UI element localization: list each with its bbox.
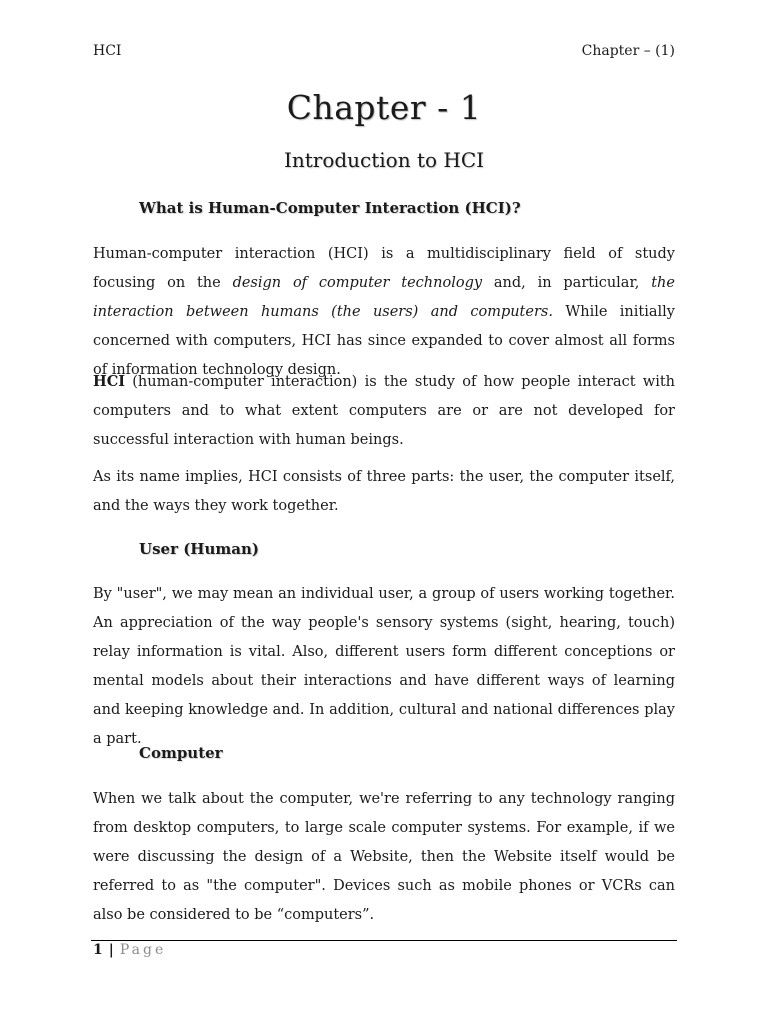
- paragraph-hci-definition: [93, 240, 675, 385]
- bold-term: HCI: [93, 373, 126, 390]
- emphasis-text: design of computer technology: [232, 275, 483, 291]
- page-label: Page: [119, 942, 167, 958]
- chapter-title: Chapter - 1: [286, 88, 482, 127]
- paragraph-hci-study: [93, 367, 675, 455]
- paragraph-text: Human-computer interaction (HCI) is a multidisciplinary field of study focusing on the: [93, 246, 675, 291]
- paragraph-text: (human-computer interaction) is the study of how people interact with computers and to what extent computers are or are not developed for successful interaction with human beings.: [93, 374, 675, 448]
- chapter-subtitle: Introduction to HCI: [283, 148, 485, 172]
- section-heading-computer: Computer: [139, 744, 223, 762]
- page-footer: [93, 942, 166, 958]
- paragraph-text: and, in particular,: [482, 275, 652, 291]
- footer-separator: |: [108, 942, 114, 958]
- paragraph-computer: When we talk about the computer, we're referring to any technology ranging from desktop computers, to large scale computer systems. For example, if we were discussing the design of a Website, then the Website itself would be referred to as "the computer". Devices such as mobile phones or VCRs can also be considered to be “computers”.: [93, 791, 675, 923]
- emphasis-text: the interaction between humans (the users) and computers.: [93, 275, 675, 320]
- running-header-left: HCI: [93, 43, 122, 59]
- section-heading-user: User (Human): [139, 540, 259, 558]
- paragraph-user: By "user", we may mean an individual user, a group of users working together. An appreciation of the way people's sensory systems (sight, hearing, touch) relay information is vital. Also, different users form different conceptions or mental models about their interactions and have different ways of learning and keeping knowledge and. In addition, cultural and national differences play a part.: [93, 586, 675, 747]
- paragraph-hci-parts: As its name implies, HCI consists of three parts: the user, the computer itself, and the ways they work together.: [93, 469, 675, 514]
- running-header-right: Chapter – (1): [581, 43, 675, 59]
- paragraph-text: While initially concerned with computers, HCI has since expanded to cover almost all forms of information technology design.: [93, 304, 675, 378]
- section-heading-what-is-hci: What is Human-Computer Interaction (HCI)?: [139, 199, 521, 217]
- footer-rule: [91, 940, 677, 941]
- page-number: 1: [93, 942, 103, 958]
